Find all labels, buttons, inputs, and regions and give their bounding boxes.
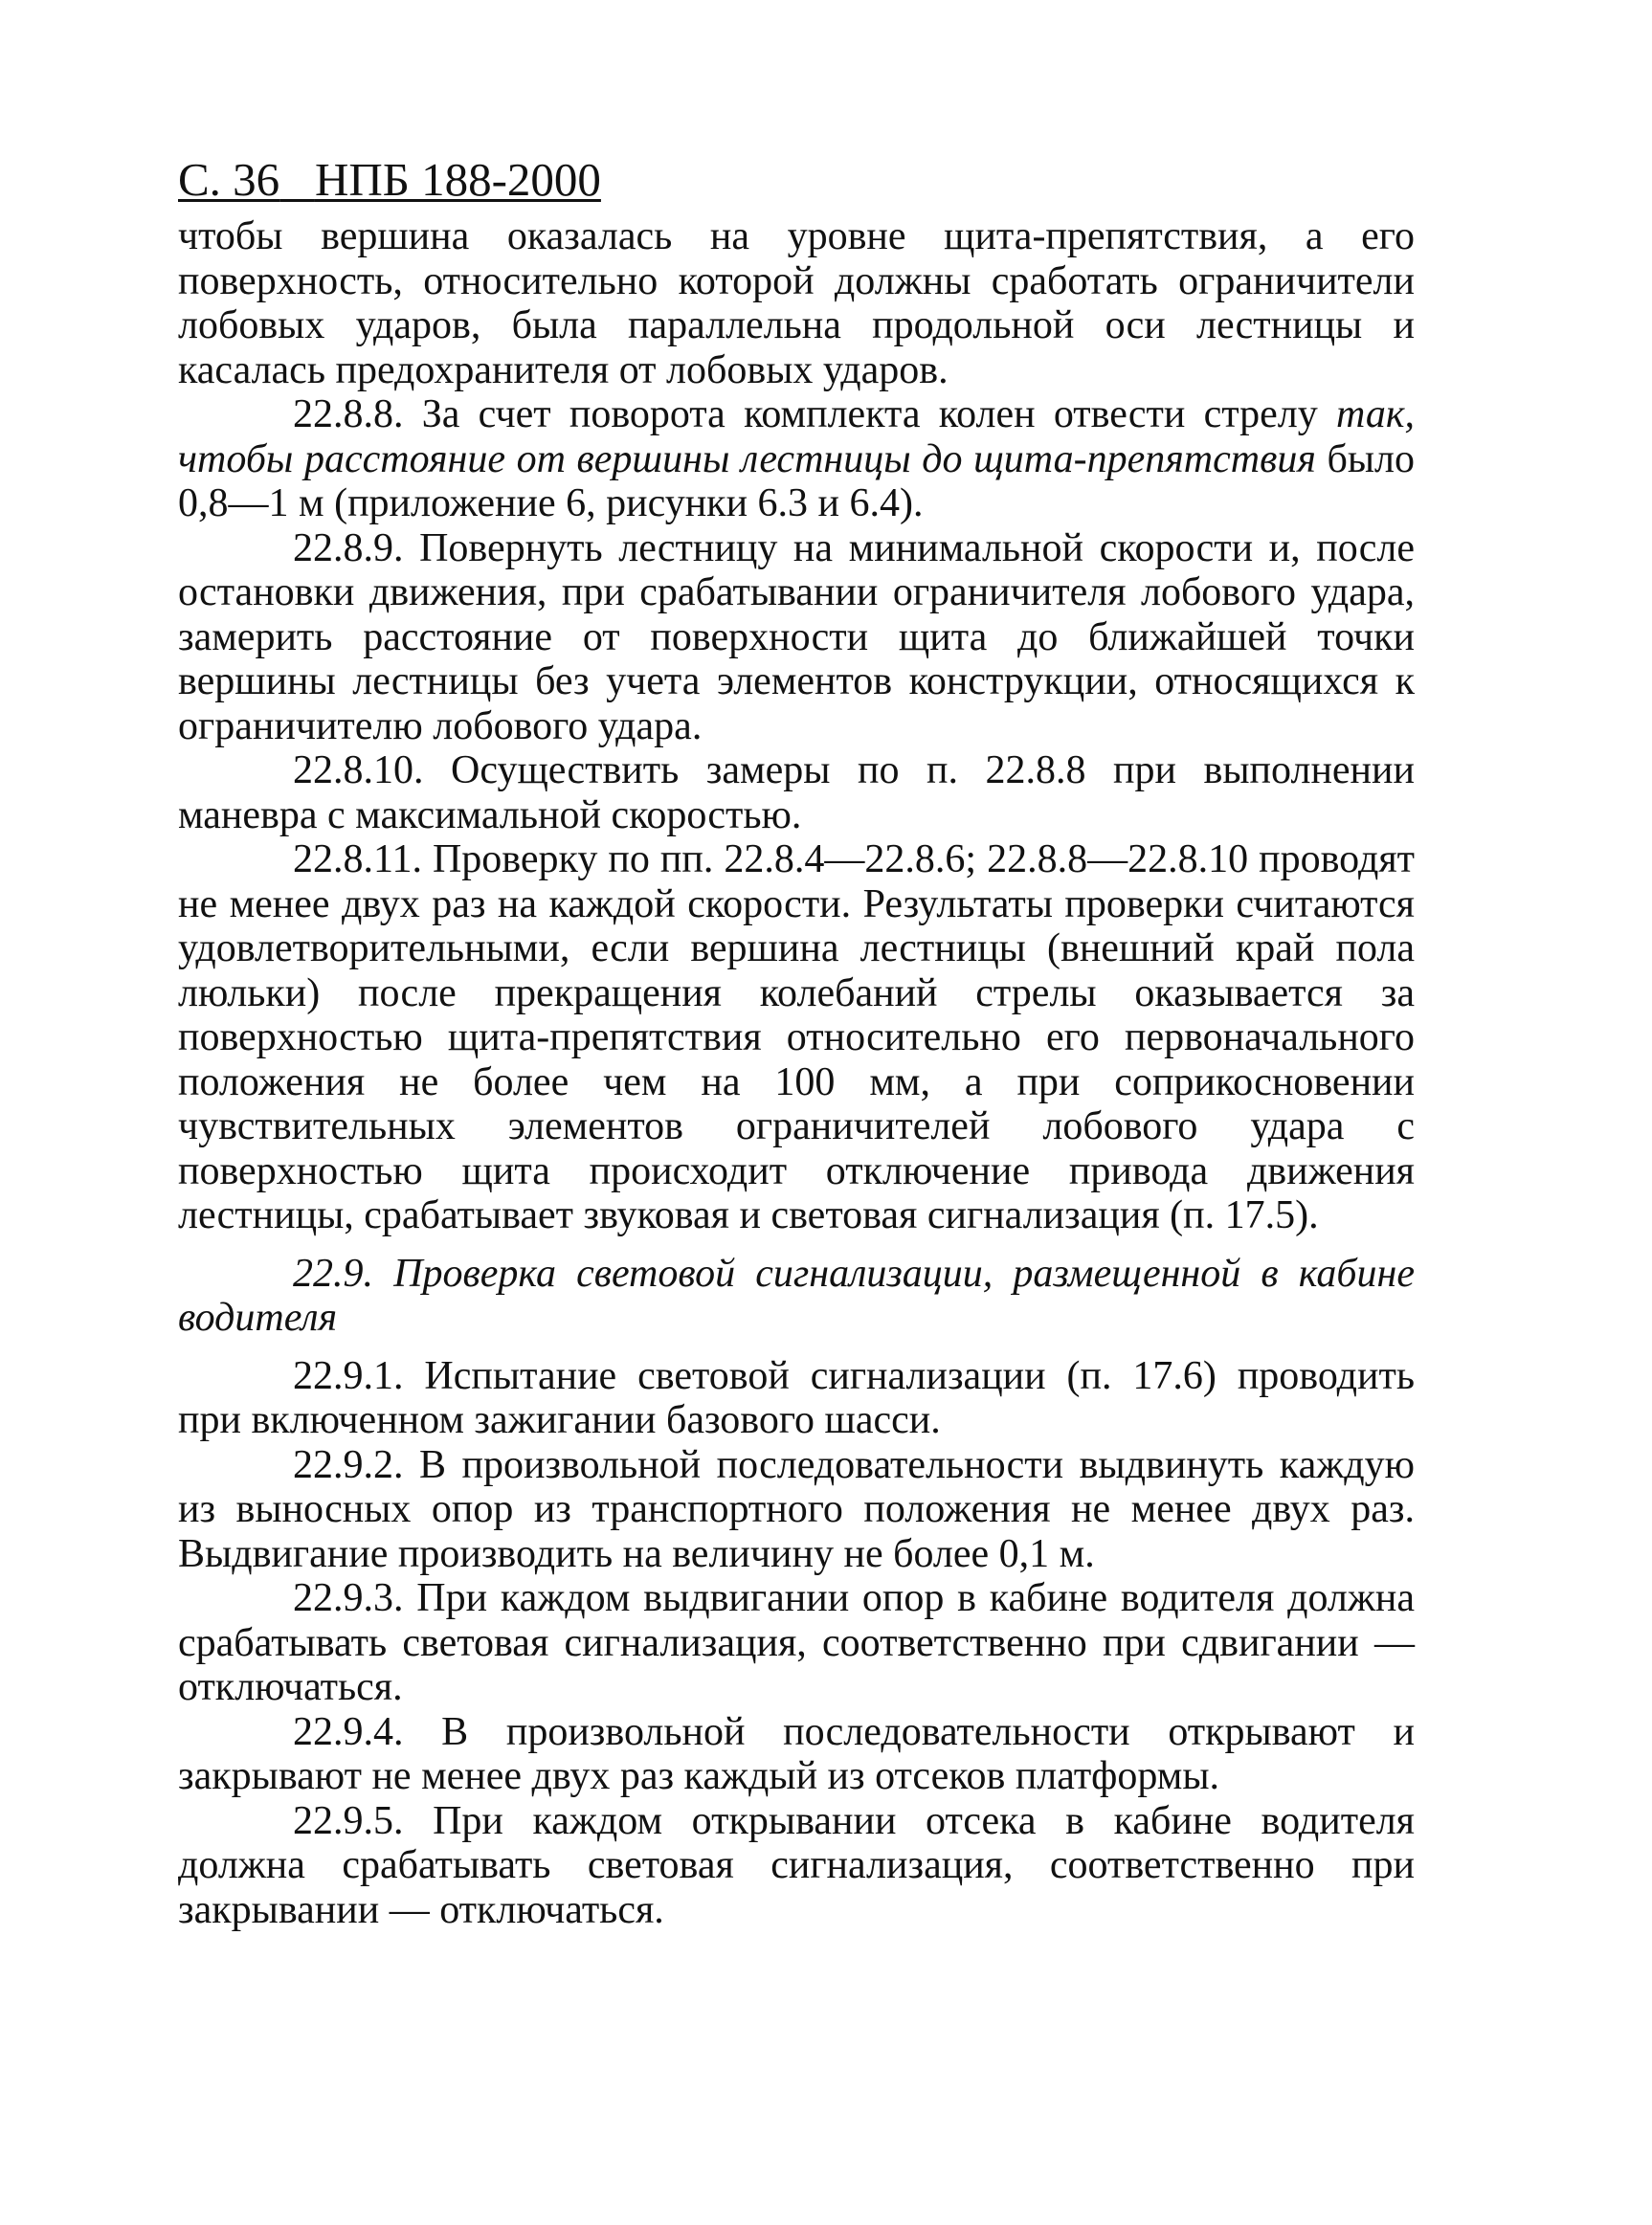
section-heading-22-9: 22.9. Проверка световой сигнализации, размещенной в кабине водителя [178,1251,1415,1340]
paragraph-22-8-9: 22.8.9. Повернуть лестницу на минимальной скорости и, после остановки движения, при срабатывании ограничителя лобового удара, замерить расстояние от поверхности щита до ближайшей точки вершины лестницы без учета элементов конструкции, относящихся к ограничителю лобового удара. [178,525,1415,748]
page-number: С. 36 [178,153,280,206]
paragraph-22-8-11: 22.8.11. Проверку по пп. 22.8.4—22.8.6; 22.8.8—22.8.10 проводят не менее двух раз на каждой скорости. Результаты проверки считаются удовлетворительными, если вершина лестницы (внешний край пола люльки) после прекращения колебаний стрелы оказывается за поверхностью щита-препятствия относительно его первоначального положения не более чем на 100 мм, а при соприкосновении чувствительных элементов ограничителей лобового удара с поверхностью щита происходит отключение привода движения лестницы, срабатывает звуковая и световая сигнализация (п. 17.5). [178,837,1415,1237]
paragraph-22-8-8-end: было 0,8—1 м (приложение 6, рисунки 6.3 и 6.4). [178,436,1415,525]
paragraph-22-9-3: 22.9.3. При каждом выдвигании опор в кабине водителя должна срабатывать световая сигнализация, соответственно при сдвигании — отключаться. [178,1576,1415,1709]
paragraph-22-8-8-start: 22.8.8. За счет поворота комплекта колен отвести стрелу [293,392,1336,436]
paragraph-22-9-5: 22.9.5. При каждом открывании отсека в кабине водителя должна срабатывать световая сигнализация, соответственно при закрывании — отключаться. [178,1798,1415,1932]
paragraph-continuation: чтобы вершина оказалась на уровне щита-препятствия, а его поверхность, относительно которой должны сработать ограничители лобовых ударов, была параллельна продольной оси лестницы и касалась предохранителя от лобовых ударов. [178,214,1415,392]
paragraph-22-8-10: 22.8.10. Осуществить замеры по п. 22.8.8 при выполнении маневра с максимальной скоростью. [178,748,1415,837]
paragraph-22-8-8 [178,392,1415,526]
paragraph-22-8-8-italic: так, чтобы расстояние от вершины лестницы до щита-препятствия [178,392,1415,481]
paragraph-22-9-1: 22.9.1. Испытание световой сигнализации (п. 17.6) проводить при включенном зажигании базового шасси. [178,1353,1415,1442]
document-page [178,153,1415,1932]
page-header [178,153,601,207]
paragraph-22-9-2: 22.9.2. В произвольной последовательности выдвинуть каждую из выносных опор из транспортного положения не менее двух раз. Выдвигание производить на величину не более 0,1 м. [178,1442,1415,1576]
document-code: НПБ 188-2000 [314,153,601,206]
paragraph-22-9-4: 22.9.4. В произвольной последовательности открывают и закрывают не менее двух раз каждый из отсеков платформы. [178,1709,1415,1798]
